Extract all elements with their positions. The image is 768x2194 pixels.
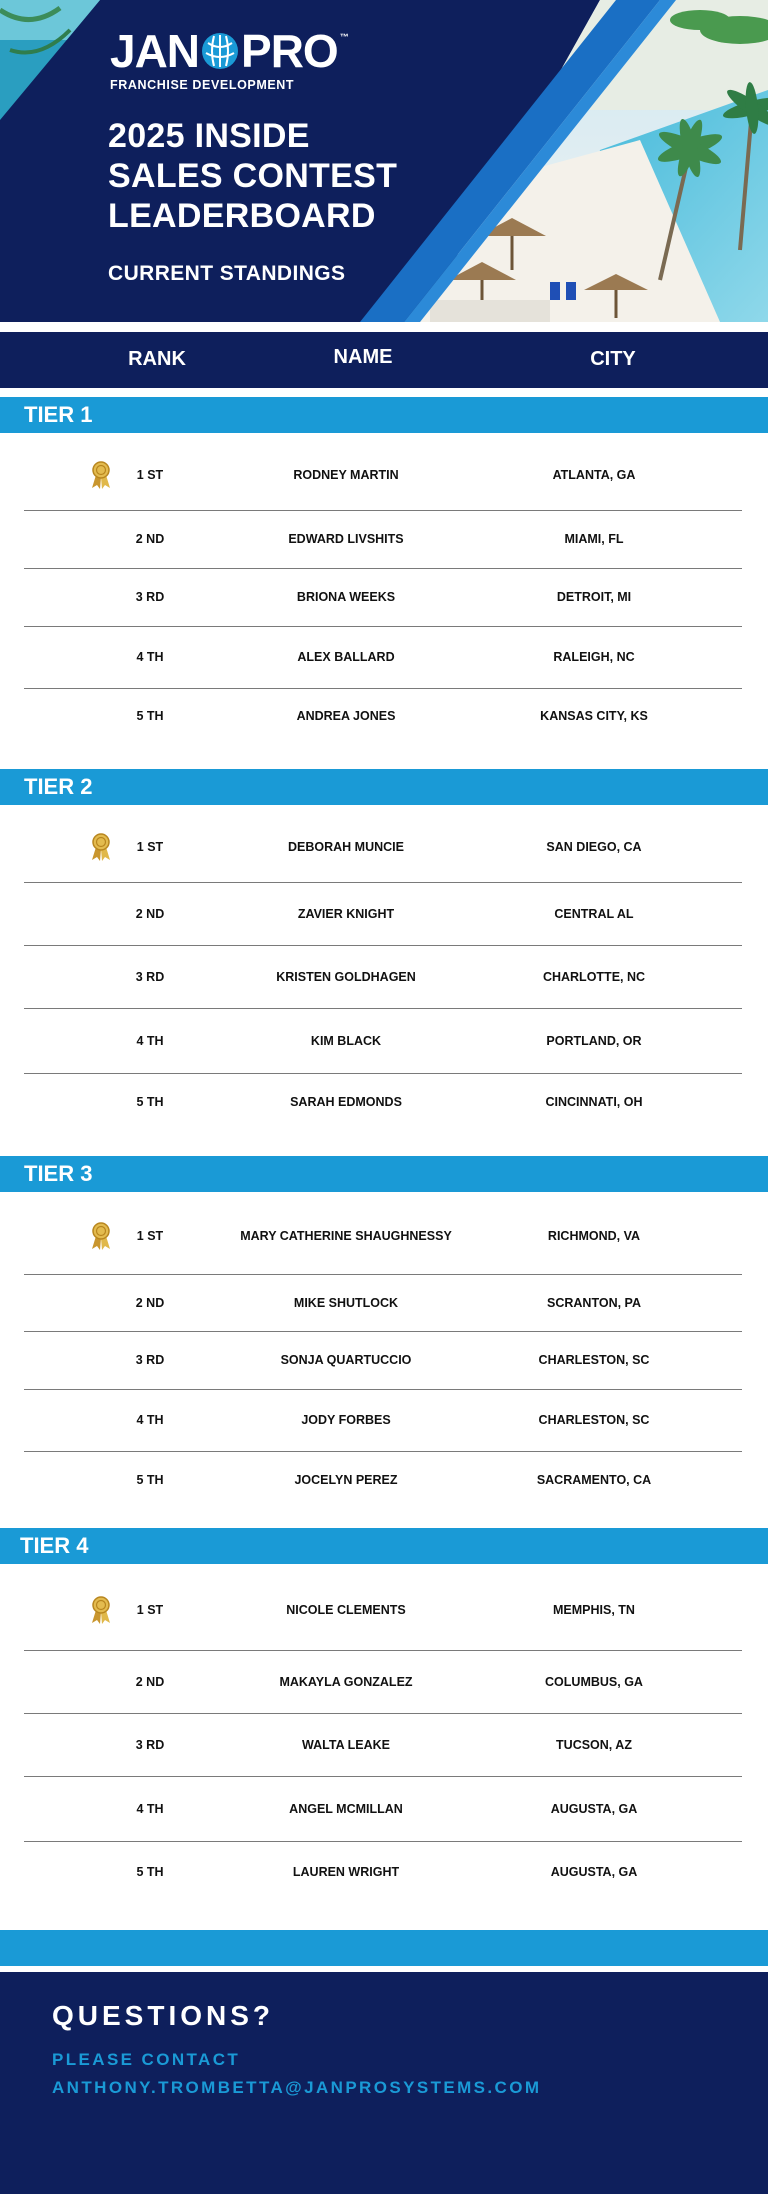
column-header-bar — [0, 332, 768, 388]
rank-cell: 4 TH — [136, 1033, 164, 1048]
award-ribbon-icon — [90, 1222, 112, 1250]
rank-cell: 4 TH — [136, 1413, 164, 1427]
city-cell: SAN DIEGO, CA — [546, 840, 642, 854]
rank-cell: 3 RD — [135, 1353, 165, 1367]
name-cell: KIM BLACK — [310, 1033, 382, 1048]
column-header-city: CITY — [590, 348, 636, 370]
name-cell: JODY FORBES — [301, 1413, 391, 1427]
logo-text-left: JAN — [110, 25, 200, 77]
city-cell: CHARLESTON, SC — [538, 1413, 650, 1427]
rank-cell: 2 ND — [135, 532, 165, 546]
name-cell: MAKAYLA GONZALEZ — [279, 1674, 413, 1689]
award-ribbon-icon — [90, 833, 112, 861]
leaderboard-row — [24, 1073, 742, 1130]
column-header-rank: RANK — [128, 348, 186, 370]
city-cell: ATLANTA, GA — [552, 468, 636, 482]
leaderboard-row — [24, 945, 742, 1008]
footer-contact-email[interactable]: ANTHONY.TROMBETTA@JANPROSYSTEMS.COM — [52, 2078, 542, 2097]
leaderboard-row — [24, 688, 742, 744]
name-cell: MIKE SHUTLOCK — [293, 1295, 399, 1310]
award-ribbon-icon — [90, 1596, 112, 1624]
rank-cell: 5 TH — [136, 1472, 164, 1487]
rank-cell: 4 TH — [136, 1801, 164, 1816]
rank-cell: 5 TH — [136, 1094, 164, 1109]
rank-cell: 1 ST — [136, 468, 164, 482]
leaderboard-row — [24, 1331, 742, 1389]
city-cell: MIAMI, FL — [564, 532, 624, 546]
name-cell: EDWARD LIVSHITS — [288, 532, 404, 546]
leaderboard-row — [24, 1389, 742, 1451]
leaderboard-row — [24, 1650, 742, 1713]
name-cell: ZAVIER KNIGHT — [297, 906, 395, 921]
rank-cell: 5 TH — [136, 709, 164, 723]
leaderboard-row — [24, 1451, 742, 1508]
city-cell: PORTLAND, OR — [546, 1033, 642, 1048]
footer-accent-strip — [0, 1930, 768, 1966]
city-cell: KANSAS CITY, KS — [540, 709, 648, 723]
city-cell: MEMPHIS, TN — [553, 1603, 635, 1617]
leaderboard-row — [24, 812, 742, 882]
name-cell: KRISTEN GOLDHAGEN — [276, 969, 416, 984]
name-cell: RODNEY MARTIN — [293, 468, 399, 482]
name-cell: BRIONA WEEKS — [296, 590, 396, 604]
leaderboard-row — [24, 1713, 742, 1776]
rank-cell: 1 ST — [136, 1229, 164, 1243]
name-cell: DEBORAH MUNCIE — [288, 840, 404, 854]
leaderboard-row — [24, 1008, 742, 1073]
name-cell: ALEX BALLARD — [297, 650, 395, 664]
leaderboard-row — [24, 510, 742, 568]
logo-subtitle: FRANCHISE DEVELOPMENT — [110, 78, 295, 92]
rank-cell: 5 TH — [136, 1864, 164, 1879]
name-cell: NICOLE CLEMENTS — [286, 1603, 406, 1617]
city-cell: COLUMBUS, GA — [545, 1674, 643, 1689]
tier-header: TIER 3 — [0, 1156, 768, 1192]
city-cell: SCRANTON, PA — [547, 1295, 641, 1310]
rank-cell: 1 ST — [136, 840, 164, 854]
city-cell: DETROIT, MI — [556, 590, 632, 604]
leaderboard-row — [24, 882, 742, 945]
leaderboard-row — [24, 440, 742, 510]
city-cell: CENTRAL AL — [554, 906, 634, 921]
rank-cell: 4 TH — [136, 650, 164, 664]
leaderboard-row — [24, 1841, 742, 1902]
city-cell: TUCSON, AZ — [556, 1737, 632, 1752]
footer-contact-label: PLEASE CONTACT — [52, 2050, 241, 2069]
name-cell: JOCELYN PEREZ — [294, 1472, 398, 1487]
tier-header: TIER 1 — [0, 397, 768, 433]
footer-questions-heading: QUESTIONS? — [52, 2000, 275, 2031]
city-cell: CHARLOTTE, NC — [542, 969, 646, 984]
tier-header: TIER 4 — [0, 1528, 768, 1564]
name-cell: ANGEL MCMILLAN — [289, 1801, 403, 1816]
tier-header: TIER 2 — [0, 769, 768, 805]
name-cell: WALTA LEAKE — [302, 1737, 390, 1752]
rank-cell: 2 ND — [135, 1674, 165, 1689]
rank-cell: 2 ND — [135, 906, 165, 921]
leaderboard-row — [24, 1776, 742, 1841]
name-cell: SARAH EDMONDS — [290, 1094, 402, 1109]
city-cell: AUGUSTA, GA — [550, 1801, 638, 1816]
hero-banner — [0, 0, 768, 322]
rank-cell: 3 RD — [135, 590, 165, 604]
page-subtitle: CURRENT STANDINGS — [108, 262, 346, 285]
column-header-name: NAME — [333, 346, 393, 368]
leaderboard-row — [24, 626, 742, 688]
title-line: SALES CONTEST — [108, 157, 398, 195]
name-cell: ANDREA JONES — [296, 709, 396, 723]
leaderboard-row — [24, 568, 742, 626]
leaderboard-row — [24, 1274, 742, 1331]
city-cell: RALEIGH, NC — [553, 650, 635, 664]
rank-cell: 1 ST — [136, 1603, 164, 1617]
city-cell: CHARLESTON, SC — [538, 1353, 650, 1367]
globe-icon — [200, 31, 240, 71]
award-ribbon-icon — [90, 461, 112, 489]
rank-cell: 3 RD — [135, 1737, 165, 1752]
city-cell: CINCINNATI, OH — [545, 1094, 643, 1109]
janpro-logo — [110, 25, 348, 92]
city-cell: RICHMOND, VA — [547, 1229, 641, 1243]
rank-cell: 3 RD — [135, 969, 165, 984]
rank-cell: 2 ND — [135, 1295, 165, 1310]
title-line: 2025 INSIDE — [108, 117, 310, 155]
name-cell: MARY CATHERINE SHAUGHNESSY — [240, 1229, 452, 1243]
page-title — [108, 116, 397, 236]
logo-text-right: PRO — [241, 25, 338, 77]
trademark-symbol: ™ — [339, 32, 348, 42]
city-cell: AUGUSTA, GA — [550, 1864, 638, 1879]
name-cell: SONJA QUARTUCCIO — [280, 1353, 412, 1367]
leaderboard-row — [24, 1198, 742, 1274]
name-cell: LAUREN WRIGHT — [292, 1864, 400, 1879]
city-cell: SACRAMENTO, CA — [536, 1472, 652, 1487]
leaderboard-row — [24, 1570, 742, 1650]
title-line: LEADERBOARD — [108, 197, 376, 235]
